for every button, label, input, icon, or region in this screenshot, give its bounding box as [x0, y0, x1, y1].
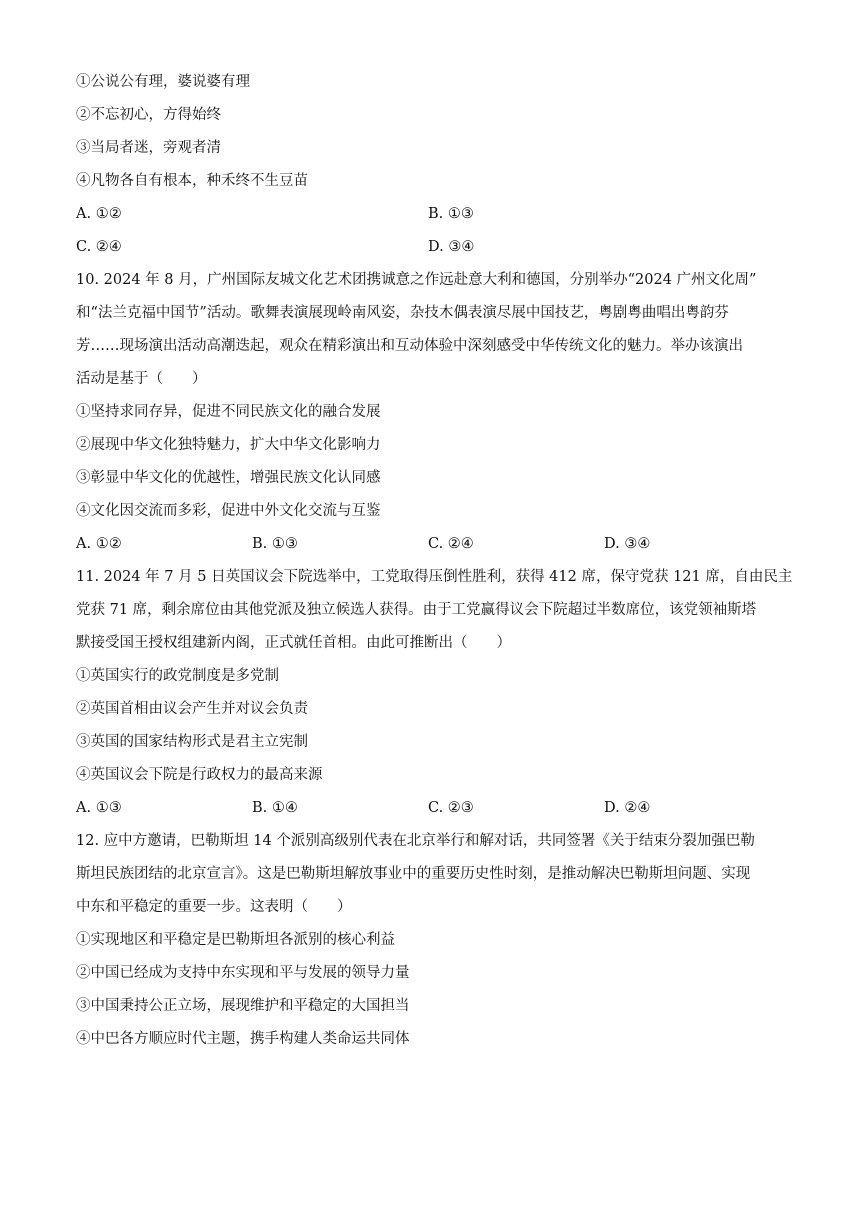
question-stem-line: 芳……现场演出活动高潮迭起，观众在精彩演出和互动体验中深刻感受中华传统文化的魅力。举办该演出 [76, 338, 743, 354]
answer-options [76, 528, 796, 561]
question-stem-line: 中东和平稳定的重要一步。这表明（ ） [76, 899, 352, 915]
question-10 [76, 264, 796, 561]
choice-item: ①坚持求同存异，促进不同民族文化的融合发展 [76, 404, 381, 420]
question-9 [76, 66, 796, 264]
question-12 [76, 825, 796, 1056]
question-stem-line: 斯坦民族团结的北京宣言》。这是巴勒斯坦解放事业中的重要历史性时刻，是推动解决巴勒斯坦问题、实现 [76, 866, 751, 882]
choice-item: ④英国议会下院是行政权力的最高来源 [76, 767, 323, 783]
choice-item: ③彰显中华文化的优越性，增强民族文化认同感 [76, 470, 381, 486]
option-a: A. ①② [76, 536, 122, 552]
question-stem-line: 和“法兰克福中国节”活动。歌舞表演展现岭南风姿，杂技木偶表演尽展中国技艺，粤剧粤曲唱出粤韵芬 [76, 305, 729, 321]
exam-page [76, 66, 796, 1056]
question-stem-line: 11. 2024 年 7 月 5 日英国议会下院选举中，工党取得压倒性胜利，获得 412 席，保守党获 121 席，自由民主 [76, 569, 793, 585]
choice-item: ②不忘初心，方得始终 [76, 107, 221, 123]
option-b: B. ①③ [252, 536, 298, 552]
choice-item: ④凡物各自有根本，种禾终不生豆苗 [76, 173, 308, 189]
option-c: C. ②③ [428, 800, 474, 816]
option-d: D. ③④ [604, 536, 651, 552]
question-stem-line: 活动是基于（ ） [76, 371, 207, 387]
choice-item: ④中巴各方顺应时代主题，携手构建人类命运共同体 [76, 1031, 410, 1047]
question-stem-line: 10. 2024 年 8 月，广州国际友城文化艺术团携诚意之作远赴意大利和德国，分别举办“2024 广州文化周” [76, 272, 757, 288]
choice-item: ①英国实行的政党制度是多党制 [76, 668, 279, 684]
answer-options [76, 792, 796, 825]
choice-item: ③英国的国家结构形式是君主立宪制 [76, 734, 308, 750]
choice-item: ①公说公有理，婆说婆有理 [76, 74, 250, 90]
option-d: D. ②④ [604, 800, 651, 816]
choice-item: ②展现中华文化独特魅力，扩大中华文化影响力 [76, 437, 381, 453]
choice-item: ②中国已经成为支持中东实现和平与发展的领导力量 [76, 965, 410, 981]
option-a: A. ①② [76, 206, 122, 222]
option-a: A. ①③ [76, 800, 122, 816]
question-stem-line: 默接受国王授权组建新内阁，正式就任首相。由此可推断出（ ） [76, 635, 511, 651]
question-stem-line: 党获 71 席，剩余席位由其他党派及独立候选人获得。由于工党赢得议会下院超过半数席位，该党领袖斯塔 [76, 602, 757, 618]
option-b: B. ①③ [428, 206, 474, 222]
answer-options [76, 198, 796, 231]
option-b: B. ①④ [252, 800, 298, 816]
choice-item: ④文化因交流而多彩，促进中外文化交流与互鉴 [76, 503, 381, 519]
choice-item: ③当局者迷，旁观者清 [76, 140, 221, 156]
question-11 [76, 561, 796, 825]
choice-item: ②英国首相由议会产生并对议会负责 [76, 701, 308, 717]
option-c: C. ②④ [76, 239, 122, 255]
question-stem-line: 12. 应中方邀请，巴勒斯坦 14 个派别高级别代表在北京举行和解对话，共同签署《关于结束分裂加强巴勒 [76, 833, 755, 849]
choice-item: ①实现地区和平稳定是巴勒斯坦各派别的核心利益 [76, 932, 395, 948]
answer-options [76, 231, 796, 264]
option-c: C. ②④ [428, 536, 474, 552]
choice-item: ③中国秉持公正立场，展现维护和平稳定的大国担当 [76, 998, 410, 1014]
option-d: D. ③④ [428, 239, 475, 255]
